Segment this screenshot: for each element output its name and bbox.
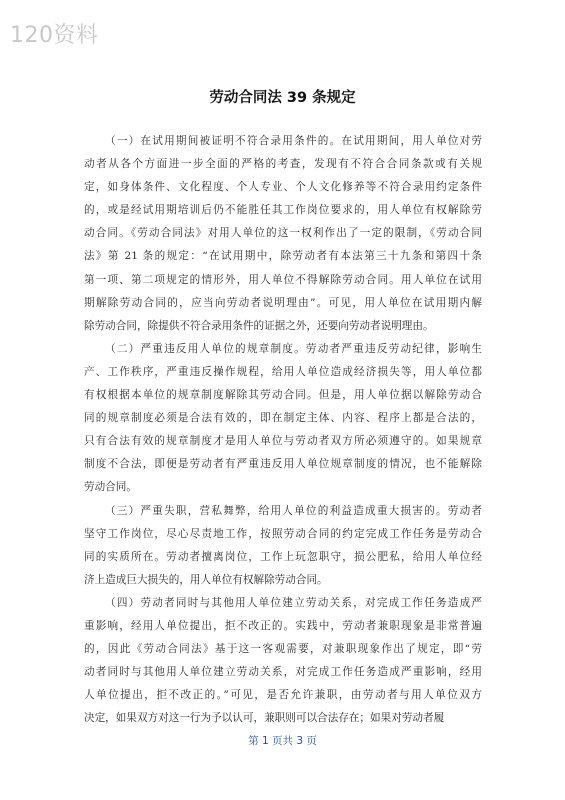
text-line: 决定，如果双方对这一行为予以认可，兼职则可以合法存在；如果对劳动者履 (84, 712, 445, 725)
text-line: 人单位提出，拒不改正的。”可见，是否允许兼职，由劳动者与用人单位双方 (84, 689, 482, 702)
text-line: （三）严重失职，营私舞弊，给用人单位的利益造成重大损害的。劳动者 (105, 504, 482, 517)
text-line: 只有合法有效的规章制度才是用人单位与劳动者双方所必须遵守的。如果规章 (84, 435, 482, 448)
text-line: 重影响，经用人单位提出，拒不改正的。实践中，劳动者兼职现象是非常普遍 (84, 619, 482, 632)
text-line: 法》第 21 条的规定：“在试用期中，除劳动者有本法第三十九条和第四十条 (84, 250, 482, 263)
text-line: 同的规章制度必须是合法有效的，即在制定主体、内容、程序上都是合法的， (84, 412, 482, 425)
paragraph (84, 338, 482, 500)
paragraph (84, 130, 482, 338)
text-line: 动者从各个方面进一步全面的严格的考查，发现有不符合合同条款或有关规 (84, 158, 482, 171)
text-line: 劳动合同。 (84, 481, 137, 494)
text-line: 除劳动合同，除提供不符合录用条件的证据之外，还要向劳动者说明理由。 (84, 319, 434, 332)
paragraph (84, 592, 482, 731)
page-number: 第 1 页共 3 页 (248, 735, 317, 747)
document-body (84, 130, 482, 730)
watermark-logo: 120资料 (10, 23, 99, 48)
paragraph (84, 500, 482, 592)
text-line: 制度不合法，即便是劳动者有严重违反用人单位规章制度的情况，也不能解除 (84, 458, 482, 471)
text-line: 动合同。《劳动合同法》对用人单位的这一权利作出了一定的限制，《劳动合同 (84, 227, 482, 240)
text-line: 同的实质所在。劳动者擅离岗位，工作上玩忽职守，损公肥私，给用人单位经 (84, 550, 482, 563)
text-line: 第一项、第二项规定的情形外，用人单位不得解除劳动合同。用人单位在试用 (84, 273, 482, 286)
text-line: 的，因此《劳动合同法》基于这一客观需要，对兼职现象作出了规定，即“劳 (84, 643, 482, 656)
text-line: 动者同时与其他用人单位建立劳动关系，对完成工作任务造成严重影响，经用 (84, 666, 482, 679)
text-line: 期解除劳动合同的，应当向劳动者说明理由”。可见，用人单位在试用期内解 (84, 296, 482, 309)
text-line: （二）严重违反用人单位的规章制度。劳动者严重违反劳动纪律，影响生 (105, 342, 482, 355)
document-title: 劳动合同法 39 条规定 (209, 90, 356, 106)
text-line: 坚守工作岗位，尽心尽责地工作，按照劳动合同的约定完成工作任务是劳动合 (84, 527, 482, 540)
text-line: （四）劳动者同时与其他用人单位建立劳动关系，对完成工作任务造成严 (105, 596, 482, 609)
text-line: 济上造成巨大损失的，用人单位有权解除劳动合同。 (84, 573, 328, 586)
text-line: 的，或是经试用期培训后仍不能胜任其工作岗位要求的，用人单位有权解除劳 (84, 204, 482, 217)
text-line: （一）在试用期间被证明不符合录用条件的。在试用期间，用人单位对劳 (105, 135, 482, 147)
text-line: 有权根据本单位的规章制度解除其劳动合同。但是，用人单位据以解除劳动合 (84, 389, 482, 402)
text-line: 产、工作秩序，严重违反操作规程，给用人单位造成经济损失等，用人单位都 (84, 365, 482, 378)
text-line: 定，如身体条件、文化程度、个人专业、个人文化修养等不符合录用约定条件 (84, 181, 482, 194)
